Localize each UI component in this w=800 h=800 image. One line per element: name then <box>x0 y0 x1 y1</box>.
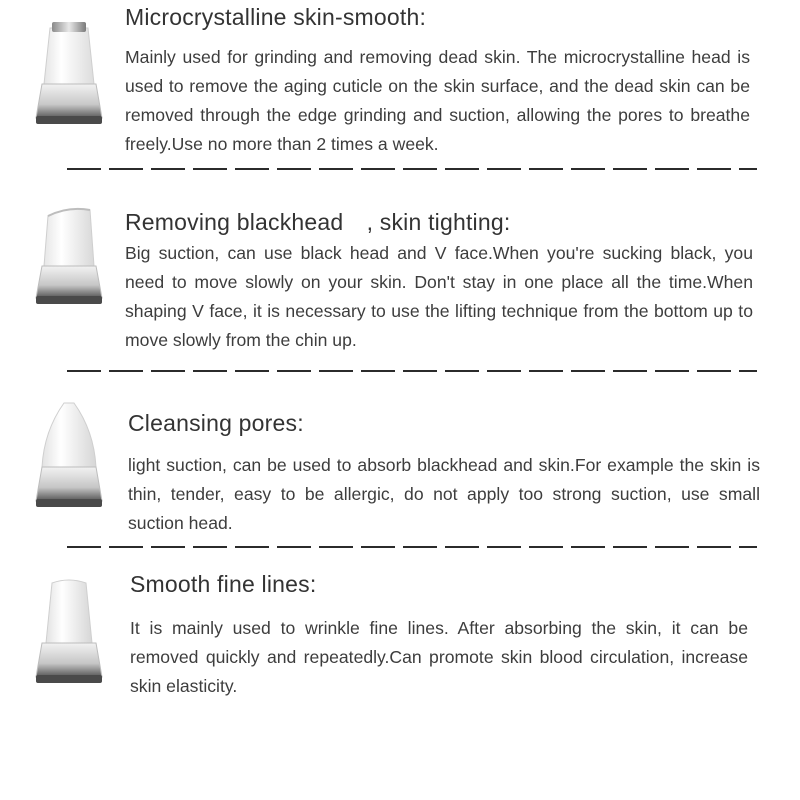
section-blackhead <box>0 180 800 375</box>
section-title: Smooth fine lines: <box>130 571 317 597</box>
dashed-divider <box>67 546 757 548</box>
dashed-divider <box>67 168 757 170</box>
slanted-suction-head-icon <box>28 206 110 312</box>
oval-suction-head-icon <box>28 577 110 693</box>
pointed-suction-head-icon <box>28 401 110 517</box>
section-description: Big suction, can use black head and V face.When you're sucking black, you need to move slowly on your skin. Don't stay in one place all the time.When shaping V face, it is necessary to use the lifting technique from the bottom up to move slowly from the chin up. <box>125 243 753 350</box>
section-cleansing-pores <box>0 375 800 555</box>
microcrystalline-head-icon <box>28 18 110 130</box>
dashed-divider <box>67 370 757 372</box>
section-microcrystalline <box>0 0 800 180</box>
section-description: Mainly used for grinding and removing dead skin. The microcrystalline head is used to remove the aging cuticle on the skin surface, and the dead skin can be removed through the edge grinding and suction, allowing the pores to breathe freely.Use no more than 2 times a week. <box>125 47 750 154</box>
section-title: Microcrystalline skin-smooth: <box>125 4 427 30</box>
section-description: light suction, can be used to absorb blackhead and skin.For example the skin is thin, tender, easy to be allergic, do not apply too strong suction, use small suction head. <box>128 455 760 533</box>
section-title: Cleansing pores: <box>128 410 304 436</box>
section-description: It is mainly used to wrinkle fine lines. After absorbing the skin, it can be removed quickly and repeatedly.Can promote skin blood circulation, increase skin elasticity. <box>130 618 748 696</box>
section-title: Removing blackhead , skin tighting: <box>125 209 511 235</box>
section-fine-lines <box>0 555 800 800</box>
